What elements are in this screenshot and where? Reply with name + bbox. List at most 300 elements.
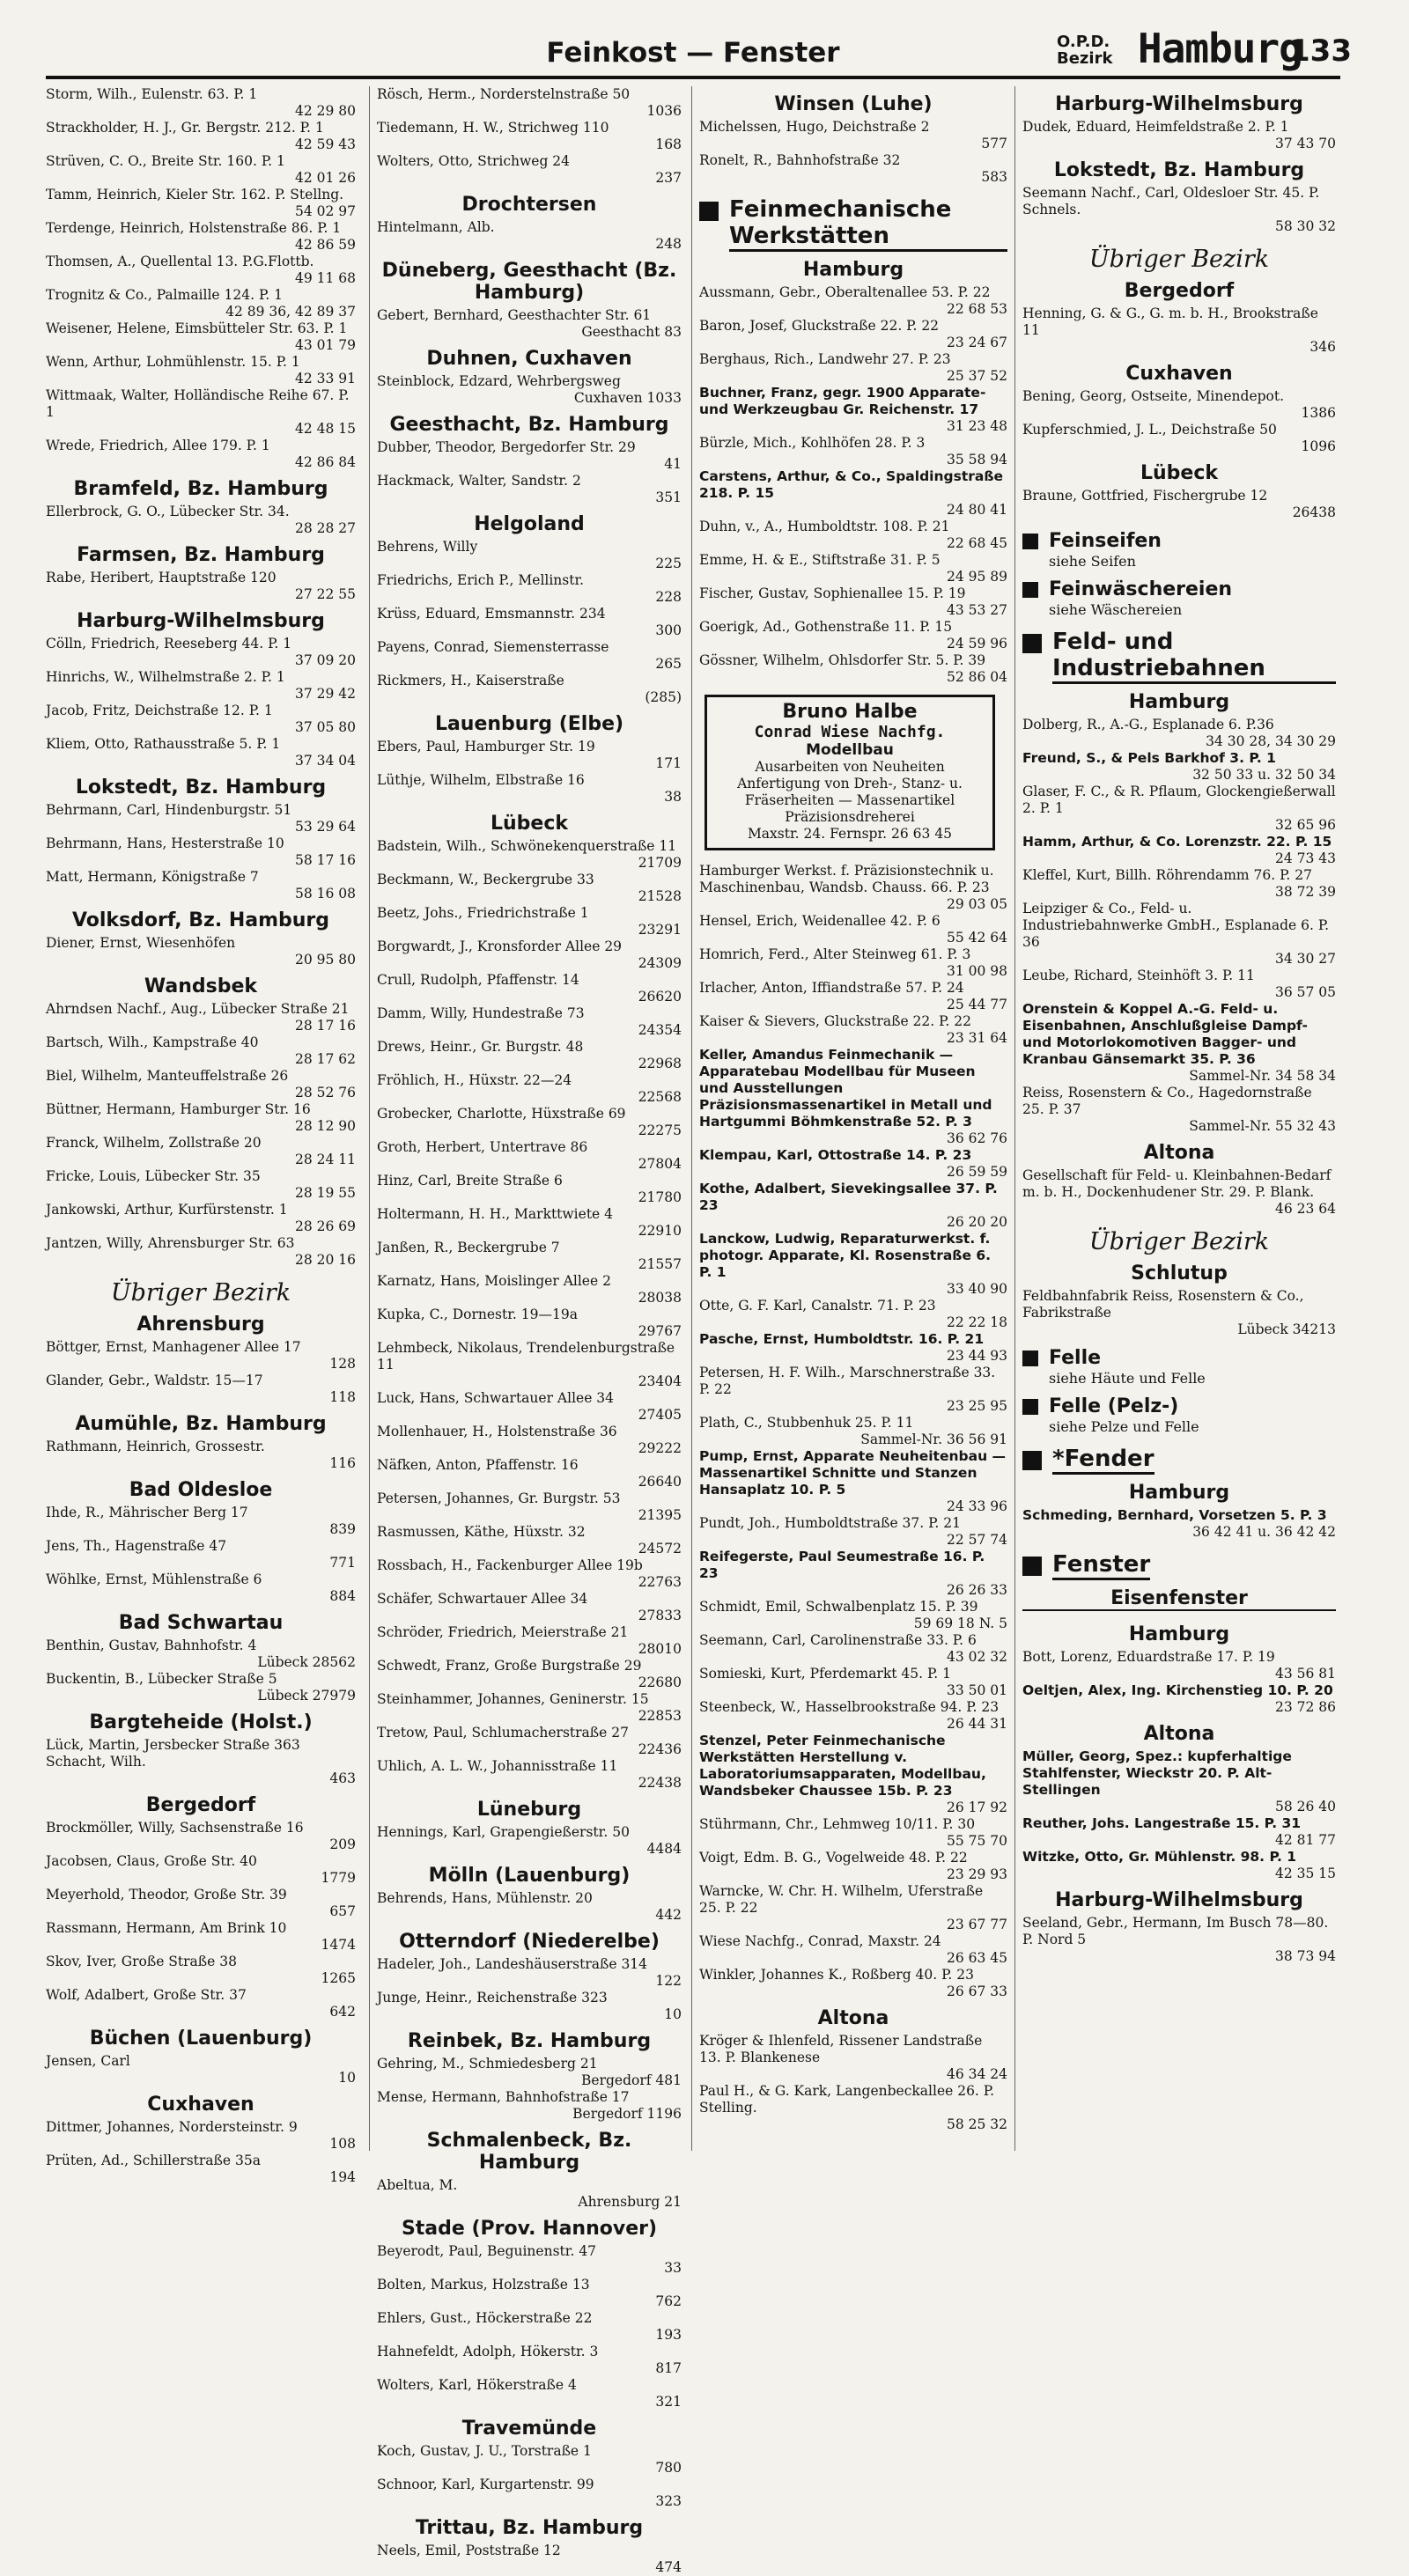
listing-name: Oeltjen, Alex, Ing. Kirchenstieg 10. P. 20 [1022,1682,1333,1698]
listing-entry [1022,1288,1336,1338]
listing-entry [377,1240,682,1273]
section-square-icon [1022,1399,1038,1415]
section-title: Feinwäschereien [1049,578,1233,600]
listing-name: Ihde, R., Mährischer Berg 17 [46,1505,248,1520]
listing-phone: Lübeck 28562 [257,1654,356,1670]
listing-name: Jantzen, Willy, Ahrensburger Str. 63 [46,1235,295,1251]
listing-entry [377,1990,682,2023]
listing-phone: 42 29 80 [294,103,356,119]
listing-name: Ehlers, Gust., Höckerstraße 22 [377,2310,593,2326]
listing-entry [46,736,356,769]
listing-name: Jens, Th., Hagenstraße 47 [46,1538,227,1554]
place-heading: Stade (Prov. Hannover) [401,2218,658,2240]
cross-reference: siehe Häute und Felle [1049,1370,1206,1387]
listing-name: Koch, Gustav, J. U., Torstraße 1 [377,2443,592,2459]
section-heading [1022,1394,1336,1420]
listing-phone: 49 11 68 [294,270,356,286]
listing-name: Badstein, Wilh., Schwönekenquerstraße 11 [377,838,677,854]
listing-entry [46,220,356,254]
listing-entry [46,1034,356,1068]
listing-name: Buckentin, B., Lübecker Straße 5 [46,1671,277,1687]
listing-entry [377,1005,682,1039]
listing-phone: 21528 [638,888,682,904]
listing-name: Leube, Richard, Steinhöft 3. P. 11 [1022,968,1255,983]
listing-entry [1022,422,1336,455]
listing-name: Hensel, Erich, Weidenallee 42. P. 6 [699,913,941,929]
listing-name: Pasche, Ernst, Humboldtstr. 16. P. 21 [699,1331,985,1347]
listing-name: Pundt, Joh., Humboldtstraße 37. P. 21 [699,1515,961,1531]
listing-phone: 762 [655,2293,682,2309]
listing-phone: 193 [655,2327,682,2343]
listing-phone: 58 30 32 [1274,218,1336,234]
listing-phone: 26 17 92 [946,1800,1007,1815]
place-heading: Cuxhaven [147,2094,255,2116]
listing-name: Lehmbeck, Nikolaus, Trendelenburgstraße 11 [377,1340,675,1373]
listing-name: Ellerbrock, G. O., Lübecker Str. 34. [46,504,290,519]
listing-entry [46,1068,356,1101]
listing-phone: 46 23 64 [1274,1201,1336,1217]
place-heading: Duhnen, Cuxhaven [426,348,632,370]
listing-name: Bürzle, Mich., Kohlhöfen 28. P. 3 [699,435,926,451]
listing-name: Bening, Georg, Ostseite, Minendepot. [1022,388,1285,404]
ad-contact: Maxstr. 24. Fernspr. 26 63 45 [747,826,953,842]
listing-name: Beckmann, W., Beckergrube 33 [377,872,594,887]
place-heading: Hamburg [1128,1482,1230,1504]
listing-phone: 22 22 18 [946,1314,1007,1330]
listing-entry [377,2056,682,2089]
column-3 [691,86,1007,2151]
listing-phone: Bergedorf 481 [581,2072,682,2088]
listing-name: Drews, Heinr., Gr. Burgstr. 48 [377,1039,584,1055]
listing-entry [377,373,682,407]
listing-phone: 22968 [638,1056,682,1071]
listing-name: Lüthje, Wilhelm, Elbstraße 16 [377,772,585,788]
listing-name: Kliem, Otto, Rathausstraße 5. P. 1 [46,736,281,752]
listing-phone: 38 72 39 [1274,884,1336,900]
listing-phone: Cuxhaven 1033 [573,390,682,406]
listing-phone: Bergedorf 1196 [572,2106,682,2122]
listing-entry [699,1231,1007,1298]
listing-entry [377,1591,682,1624]
listing-name: Jacob, Fritz, Deichstraße 12. P. 1 [46,703,273,718]
listing-phone: 31 00 98 [946,963,1007,979]
place-heading: Travemünde [461,2418,597,2440]
listing-phone: 22438 [638,1775,682,1791]
listing-phone: 46 34 24 [946,2066,1007,2082]
listing-phone: 194 [329,2169,356,2185]
listing-name: Büttner, Hermann, Hamburger Str. 16 [46,1101,311,1117]
listing-entry [46,320,356,354]
listing-entry [46,1235,356,1269]
listing-phone: 228 [655,589,682,605]
listing-name: Warncke, W. Chr. H. Wilhelm, Uferstraße 25. P. 22 [699,1883,984,1916]
listing-phone: 22275 [638,1122,682,1138]
section-heading [1022,1551,1336,1580]
listing-name: Mense, Hermann, Bahnhofstraße 17 [377,2089,630,2105]
listing-phone: 27405 [638,1407,682,1423]
listing-name: Petersen, Johannes, Gr. Burgstr. 53 [377,1490,621,1506]
listing-name: Behrmann, Hans, Hesterstraße 10 [46,835,284,851]
listing-name: Buchner, Franz, gegr. 1900 Apparate- und Werkzeugbau Gr. Reichenstr. 17 [699,385,986,417]
place-heading: Lokstedt, Bz. Hamburg [75,776,327,799]
listing-entry [377,120,682,153]
listing-phone: 26 20 20 [946,1214,1007,1230]
section-heading [1022,528,1336,555]
listing-entry [377,572,682,606]
listing-name: Irlacher, Anton, Iffiandstraße 57. P. 24 [699,980,964,996]
listing-phone: 22 68 53 [946,301,1007,317]
listing-phone: 1265 [321,1970,356,1986]
listing-phone: 265 [655,656,682,672]
section-title: Feinseifen [1049,530,1162,552]
listing-name: Gesellschaft für Feld- u. Kleinbahnen-Bedarf m. b. H., Dockenhudener Str. 29. P. Blank. [1022,1167,1332,1200]
listing-name: Hintelmann, Alb. [377,219,495,235]
listing-entry [699,863,1007,913]
listing-entry [699,1013,1007,1047]
listing-entry [699,519,1007,552]
listing-phone: 55 75 70 [946,1833,1007,1849]
listing-phone: 42 81 77 [1274,1832,1336,1848]
listing-name: Jensen, Carl [46,2053,130,2069]
listing-name: Strackholder, H. J., Gr. Bergstr. 212. P. 1 [46,120,324,136]
section-title: Feld- und Industriebahnen [1052,629,1336,684]
listing-phone: 42 59 43 [294,136,356,152]
place-heading: Volksdorf, Bz. Hamburg [71,909,330,931]
listing-phone: Sammel-Nr. 36 56 91 [860,1432,1007,1447]
listing-name: Seemann, Carl, Carolinenstraße 33. P. 6 [699,1632,977,1648]
listing-phone: 29 03 05 [946,896,1007,912]
listing-entry [377,1524,682,1557]
listing-phone: 323 [655,2493,682,2509]
listing-phone: 23 72 86 [1274,1699,1336,1715]
listing-entry [1022,750,1336,784]
listing-name: Hadeler, Joh., Landeshäuserstraße 314 [377,1956,648,1972]
listing-name: Hinrichs, W., Wilhelmstraße 2. P. 1 [46,669,285,685]
listing-entry [377,1106,682,1139]
listing-phone: 53 29 64 [294,819,356,835]
place-heading: Schmalenbeck, Bz. Hamburg [426,2130,632,2174]
listing-entry [1022,388,1336,422]
listing-entry [699,1047,1007,1147]
listing-entry [699,1967,1007,2000]
listing-phone: 59 69 18 N. 5 [913,1616,1007,1631]
listing-entry [699,1515,1007,1549]
listing-name: Orenstein & Koppel A.-G. Feld- u. Eisenbahnen, Anschlußgleise Dampf- und Motorlokomotiven Bagger- und Kranbau Gänsemarkt 35. P. 36 [1022,1001,1308,1067]
listing-name: Steinhammer, Johannes, Geninerstr. 15 [377,1691,649,1707]
listing-name: Reuther, Johs. Langestraße 15. P. 31 [1022,1815,1302,1831]
listing-phone: 24 59 96 [946,636,1007,651]
listing-name: Rassmann, Hermann, Am Brink 10 [46,1920,287,1936]
listing-name: Rathmann, Heinrich, Grossestr. [46,1439,265,1454]
listing-name: Bolten, Markus, Holzstraße 13 [377,2277,590,2293]
listing-phone: 28 20 16 [294,1252,356,1268]
listing-name: Freund, S., & Pels Barkhof 3. P. 1 [1022,750,1276,766]
listing-phone: 28 17 16 [294,1018,356,1034]
place-heading: Otterndorf (Niederelbe) [399,1931,660,1953]
listing-phone: 24 73 43 [1274,850,1336,866]
listing-entry [377,1139,682,1173]
listing-phone: 42 35 15 [1274,1866,1336,1881]
place-heading: Aumühle, Bz. Hamburg [75,1413,327,1435]
listing-phone: 642 [329,2004,356,2020]
listing-entry [46,1339,356,1373]
listing-entry [46,1887,356,1920]
listing-phone: 27833 [638,1608,682,1623]
listing-name: Tiedemann, H. W., Strichweg 110 [377,120,609,136]
listing-name: Rickmers, H., Kaiserstraße [377,673,564,688]
listing-entry [46,636,356,669]
listing-entry [46,1538,356,1571]
listing-name: Matt, Hermann, Königstraße 7 [46,869,259,885]
listing-name: Wiese Nachfg., Conrad, Maxstr. 24 [699,1933,941,1949]
section-square-icon [1022,1351,1038,1366]
listing-name: Voigt, Edm. B. G., Vogelweide 48. P. 22 [699,1850,968,1866]
listing-name: Aussmann, Gebr., Oberaltenallee 53. P. 22 [699,284,991,300]
listing-phone: 22910 [638,1223,682,1239]
listing-entry [1022,1748,1336,1815]
listing-name: Emme, H. & E., Stiftstraße 31. P. 5 [699,552,941,568]
listing-name: Ahrndsen Nachf., Aug., Lübecker Straße 21 [46,1001,350,1017]
place-heading: Cuxhaven [1125,363,1233,385]
listing-entry [699,351,1007,385]
listing-name: Lanckow, Ludwig, Reparaturwerkst. f. photogr. Apparate, Kl. Rosenstraße 6. P. 1 [699,1231,992,1280]
section-heading [1022,1446,1336,1475]
listing-name: Damm, Willy, Hundestraße 73 [377,1005,585,1021]
listing-entry [699,2083,1007,2133]
listing-name: Duhn, v., A., Humboldtstr. 108. P. 21 [699,519,950,534]
page-number: 133 [1289,33,1352,69]
listing-name: Hahnefeldt, Adolph, Hökerstr. 3 [377,2344,599,2359]
listing-name: Uhlich, A. L. W., Johannisstraße 11 [377,1758,618,1774]
listing-entry [46,153,356,187]
listing-entry [377,838,682,872]
listing-phone: 28 24 11 [294,1152,356,1167]
listing-name: Fischer, Gustav, Sophienallee 15. P. 19 [699,585,966,601]
listing-name: Schmidt, Emil, Schwalbenplatz 15. P. 39 [699,1599,978,1615]
place-heading: Geesthacht, Bz. Hamburg [389,414,669,436]
listing-phone: 36 62 76 [946,1130,1007,1146]
listing-entry [377,2243,682,2277]
listing-name: Weisener, Helene, Eimsbütteler Str. 63. P. 1 [46,320,348,336]
listing-name: Michelssen, Hugo, Deichstraße 2 [699,119,930,135]
district-heading: Übriger Bezirk [1088,246,1270,273]
listing-name: Paul H., & G. Kark, Langenbeckallee 26. P. Stelling. [699,2083,995,2116]
section-square-icon [1022,1557,1042,1576]
listing-entry [377,772,682,806]
listing-entry [377,1424,682,1457]
section-title: Feinmechanische Werkstätten [729,196,1007,252]
listing-entry [377,1658,682,1691]
listing-entry [377,1306,682,1340]
listing-phone: 37 09 20 [294,652,356,668]
listing-name: Kothe, Adalbert, Sievekingsallee 37. P. 23 [699,1181,998,1213]
listing-phone: 1036 [646,103,682,119]
listing-phone: 577 [981,136,1007,151]
listing-phone: 52 86 04 [946,669,1007,685]
listing-name: Homrich, Ferd., Alter Steinweg 61. P. 3 [699,946,971,962]
listing-entry [46,187,356,220]
listing-phone: 36 57 05 [1274,984,1336,1000]
listing-name: Reiss, Rosenstern & Co., Hagedornstraße 25. P. 37 [1022,1085,1312,1117]
listing-phone: 23 44 93 [946,1348,1007,1364]
listing-entry [1022,1682,1336,1716]
listing-name: Müller, Georg, Spez.: kupferhaltige Stahlfenster, Wieckstr 20. P. Alt-Stellingen [1022,1748,1292,1798]
listing-phone: Ahrensburg 21 [578,2194,682,2210]
listing-entry [46,1571,356,1605]
listing-phone: 22853 [638,1708,682,1724]
listing-name: Ebers, Paul, Hamburger Str. 19 [377,739,595,754]
listing-name: Feldbahnfabrik Reiss, Rosenstern & Co., Fabrikstraße [1022,1288,1304,1321]
listing-entry [377,972,682,1005]
listing-name: Behrmann, Carl, Hindenburgstr. 51 [46,802,292,818]
opd-line1: O.P.D. [1057,33,1110,51]
place-heading: Hamburg [802,259,904,281]
listing-phone: 42 86 59 [294,237,356,253]
listing-entry [46,354,356,387]
listing-entry [377,1390,682,1424]
listing-phone: 58 17 16 [294,852,356,868]
listing-name: Lück, Martin, Jersbecker Straße 363 [46,1737,300,1753]
listing-entry [699,1933,1007,1967]
listing-phone: 42 01 26 [294,170,356,186]
listing-entry [46,287,356,320]
listing-entry [699,913,1007,946]
listing-phone: 34 30 28, 34 30 29 [1206,733,1336,749]
listing-entry [46,1754,356,1787]
listing-phone: 21395 [638,1507,682,1523]
listing-phone: 58 25 32 [946,2116,1007,2132]
place-heading: Reinbek, Bz. Hamburg [407,2030,652,2052]
page-title: Feinkost — Fenster [546,37,840,69]
listing-entry [46,1101,356,1135]
listing-name: Wrede, Friedrich, Allee 179. P. 1 [46,438,270,453]
listing-phone: 35 58 94 [946,452,1007,467]
place-heading: Trittau, Bz. Hamburg [415,2517,644,2539]
listing-phone: 442 [655,1907,682,1923]
listing-name: Luck, Hans, Schwartauer Allee 34 [377,1390,615,1406]
listing-name: Rösch, Herm., Norderstelnstraße 50 [377,86,631,102]
listing-name: Franck, Wilhelm, Zollstraße 20 [46,1135,262,1151]
listing-name: Schäfer, Schwartauer Allee 34 [377,1591,588,1607]
section-title: *Fender [1052,1446,1154,1475]
listing-name: Wolters, Karl, Hökerstraße 4 [377,2377,577,2393]
listing-name: Somieski, Kurt, Pferdemarkt 45. P. 1 [699,1666,951,1682]
city-title: Hamburg [1138,25,1302,72]
listing-entry [377,1956,682,1990]
listing-name: Witzke, Otto, Gr. Mühlenstr. 98. P. 1 [1022,1849,1297,1865]
listing-name: Thomsen, A., Quellental 13. P.G.Flottb. [46,254,314,269]
listing-entry [377,1758,682,1792]
listing-phone: 26 26 33 [946,1582,1007,1598]
listing-name: Glaser, F. C., & R. Pflaum, Glockengießerwall 2. P. 1 [1022,784,1336,816]
listing-name: Biel, Wilhelm, Manteuffelstraße 26 [46,1068,289,1084]
section-heading [1022,629,1336,684]
listing-name: Wolters, Otto, Strichweg 24 [377,153,571,169]
section-heading [699,196,1007,252]
listing-entry [377,1206,682,1240]
listing-name: Kupferschmied, J. L., Deichstraße 50 [1022,422,1277,438]
listing-phone: 26620 [638,989,682,1005]
listing-name: Groth, Herbert, Untertrave 86 [377,1139,588,1155]
listing-entry [46,1671,356,1704]
listing-entry [699,946,1007,980]
listing-entry [46,1987,356,2020]
listing-phone: 108 [329,2136,356,2152]
listing-phone: 38 [664,789,682,805]
listing-name: Baron, Josef, Gluckstraße 22. P. 22 [699,318,940,334]
column-4 [1014,86,1336,2151]
place-heading: Harburg-Wilhelmsburg [77,610,325,632]
listing-name: Trognitz & Co., Palmaille 124. P. 1 [46,287,283,303]
listing-phone: 22 68 45 [946,535,1007,551]
place-heading: Hamburg [1128,691,1230,713]
listing-phone: 41 [664,456,682,472]
listing-phone: 37 43 70 [1274,136,1336,151]
listing-name: Henning, G. & G., G. m. b. H., Brookstraße 11 [1022,305,1318,338]
listing-phone: 21557 [638,1256,682,1272]
listing-name: Friedrichs, Erich P., Mellinstr. [377,572,585,588]
listing-entry [377,2177,682,2211]
listing-phone: 37 05 80 [294,719,356,735]
listing-name: Gebert, Bernhard, Geesthachter Str. 61 [377,307,652,323]
listing-entry [699,1549,1007,1599]
listing-phone: 21780 [638,1189,682,1205]
section-title: Felle [1049,1347,1102,1369]
listing-entry [46,1820,356,1853]
place-heading: Bergedorf [1124,280,1235,302]
listing-entry [46,438,356,471]
listing-name: Karnatz, Hans, Moislinger Allee 2 [377,1273,611,1289]
listing-entry [377,739,682,772]
listing-phone: 583 [981,169,1007,185]
listing-entry [46,1439,356,1472]
page-header [46,25,1352,79]
subsection-heading: Eisenfenster [1022,1587,1336,1611]
listing-phone: 23 31 64 [946,1030,1007,1046]
listing-entry [377,1824,682,1858]
place-heading: Helgoland [474,513,585,535]
section-block [1022,577,1336,618]
listing-entry [1022,1085,1336,1135]
listing-phone: Geesthacht 83 [581,324,682,340]
listing-entry [377,2277,682,2310]
listing-phone: Sammel-Nr. 55 32 43 [1189,1118,1336,1134]
listing-phone: 300 [655,622,682,638]
listing-phone: 817 [655,2360,682,2376]
listing-phone: 28 17 62 [294,1051,356,1067]
section-square-icon [1022,1451,1042,1470]
listing-entry [1022,1167,1336,1218]
listing-name: Cölln, Friedrich, Reeseberg 44. P. 1 [46,636,292,651]
column-1 [46,86,356,2185]
listing-phone: 33 [664,2260,682,2276]
listing-name: Jacobsen, Claus, Große Str. 40 [46,1853,257,1869]
listing-entry [46,835,356,869]
ad-description: Ausarbeiten von Neuheiten Anfertigung von Dreh-, Stanz- u. Fräserheiten — Massenartikel Präzisionsdreherei [737,759,963,825]
listing-entry [699,1448,1007,1515]
listing-phone: 43 01 79 [294,337,356,353]
place-heading: Bad Oldesloe [129,1479,273,1501]
listing-name: Dolberg, R., A.-G., Esplanade 6. P.36 [1022,717,1274,732]
listing-entry [377,86,682,120]
listing-phone: 321 [655,2394,682,2410]
listing-entry [699,552,1007,585]
listing-entry [1022,867,1336,901]
section-title: Fenster [1052,1551,1150,1580]
listing-phone: 237 [655,170,682,186]
listing-phone: 24 33 96 [946,1498,1007,1514]
listing-entry [377,2344,682,2377]
